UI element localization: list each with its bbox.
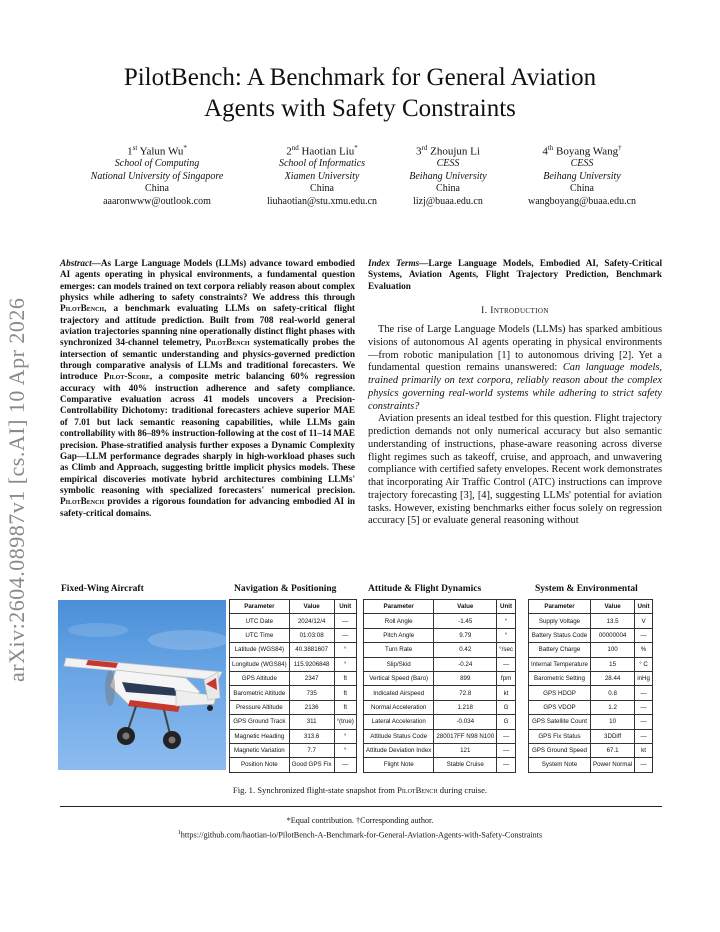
abstract: Abstract—As Large Language Models (LLMs) advance toward embodied AI agents operating in physical environments, a fundamental question emerges: can models trained on text corpora reliably reason about complex physics while adhering to safety constraints? We address this through PilotBench, a benchmark evaluating LLMs on safety-critical flight trajectory and attitude prediction. Built from 708 real-world general aviation trajectories spanning nine operationally distinct flight phases with synchronized 34-channel telemetry, PilotBench systematically probes the intersection of semantic understanding and physics-governed prediction through comparative analysis of LLMs and traditional forecasters. We introduce Pilot-Score, a composite metric balancing 60% regression accuracy with 40% instruction adherence and safety compliance. Comparative evaluation across 41 models uncovers a Precision-Controllability Dichotomy: traditional forecasters achieve superior MAE of 7.01 but lack semantic reasoning capabilities, while LLMs gain controllability with 86–89% instruction-following at the cost of 11–14 MAE precision. Phase-stratified analysis further exposes a Dynamic Complexity Gap—LLM performance degrades sharply in high-workload phases such as Climb and Approach, suggesting brittle implicit physics models. These empirical discoveries motivate hybrid architectures combining LLMs' symbolic reasoning with specialized forecasters' numerical precision. PilotBench provides a rigorous foundation for advancing embodied AI in safety-critical domains. — [60, 258, 355, 518]
unit-cell: — — [635, 700, 653, 714]
table-row — [529, 743, 653, 757]
author-4: 4th Boyang Wang† CESS Beihang University China wangboyang@buaa.edu.cn — [508, 142, 656, 209]
column-header: Parameter — [529, 600, 591, 614]
table-row — [529, 657, 653, 671]
unit-cell: — — [334, 758, 356, 772]
unit-cell: kt — [635, 743, 653, 757]
unit-cell: ° — [334, 729, 356, 743]
table-row — [364, 715, 516, 729]
parameter-cell: Magnetic Heading — [230, 729, 290, 743]
parameter-cell: GPS Ground Track — [230, 715, 290, 729]
value-cell: -0.034 — [434, 715, 497, 729]
unit-cell: — — [497, 729, 516, 743]
value-cell: Good GPS Fix — [289, 758, 334, 772]
panel-title-sys: System & Environmental — [535, 584, 638, 594]
author-email[interactable]: wangboyang@buaa.edu.cn — [527, 196, 637, 208]
value-cell: 3DDiff — [590, 729, 634, 743]
value-cell: 9.79 — [434, 628, 497, 642]
system-table — [528, 599, 653, 773]
value-cell: 72.8 — [434, 686, 497, 700]
footnote-link: $^1$https://github.com/haotian-io/PilotBench-A-Benchmark-for-General-Aviation-Agents-with-Safety-Constraints — [177, 830, 543, 840]
value-cell: 2136 — [289, 700, 334, 714]
sys-header-row — [529, 600, 653, 614]
footnote-equal-contribution: *Equal contribution. †Corresponding author. — [286, 816, 434, 825]
unit-cell: — — [497, 743, 516, 757]
parameter-cell: Pitch Angle — [364, 628, 434, 642]
column-header: Value — [289, 600, 334, 614]
parameter-cell: Pressure Altitude — [230, 700, 290, 714]
value-cell: 7.7 — [289, 743, 334, 757]
parameter-cell: Indicated Airspeed — [364, 686, 434, 700]
github-link[interactable]: https://github.com/haotian-io/PilotBench-A-Benchmark-for-General-Aviation-Agents-with-Safety-Constraints — [180, 830, 543, 840]
parameter-cell: Vertical Speed (Baro) — [364, 671, 434, 685]
column-header: Value — [590, 600, 634, 614]
unit-cell: ft — [334, 671, 356, 685]
author-name: Zhoujun Li — [430, 145, 480, 158]
table-row — [364, 729, 516, 743]
unit-cell: ° — [334, 643, 356, 657]
unit-cell: V — [635, 614, 653, 628]
table-row — [230, 758, 357, 772]
table-row — [364, 700, 516, 714]
table-row — [230, 614, 357, 628]
table-row — [230, 671, 357, 685]
parameter-cell: Roll Angle — [364, 614, 434, 628]
unit-cell: ° C — [635, 657, 653, 671]
left-column — [60, 258, 355, 519]
parameter-cell: Supply Voltage — [529, 614, 591, 628]
unit-cell: ft — [334, 686, 356, 700]
parameter-cell: Magnetic Variation — [230, 743, 290, 757]
author-block — [60, 142, 660, 222]
table-row — [364, 628, 516, 642]
value-cell: 1.2 — [590, 700, 634, 714]
parameter-cell: Lateral Acceleration — [364, 715, 434, 729]
parameter-cell: Battery Status Code — [529, 628, 591, 642]
table-row — [529, 671, 653, 685]
nav-header-row — [230, 600, 357, 614]
table-row — [364, 671, 516, 685]
author-3: 3rd Zhoujun Li CESS Beihang University China lizj@buaa.edu.cn — [398, 142, 498, 209]
panel-title-aircraft: Fixed-Wing Aircraft — [61, 584, 144, 594]
author-name: Haotian Liu — [301, 145, 355, 158]
parameter-cell: Slip/Skid — [364, 657, 434, 671]
title-line-1: PilotBench: A Benchmark for General Aviation — [123, 64, 597, 91]
value-cell: 100 — [590, 643, 634, 657]
unit-cell: G — [497, 715, 516, 729]
value-cell: Power Normal — [590, 758, 634, 772]
parameter-cell: Normal Acceleration — [364, 700, 434, 714]
figure-1 — [58, 584, 664, 774]
panel-title-nav: Navigation & Positioning — [234, 584, 337, 594]
table-row — [230, 715, 357, 729]
value-cell: 2347 — [289, 671, 334, 685]
value-cell: -1.45 — [434, 614, 497, 628]
parameter-cell: GPS Altitude — [230, 671, 290, 685]
unit-cell: ° — [334, 743, 356, 757]
right-column — [368, 258, 662, 528]
table-row — [364, 643, 516, 657]
aircraft-photo — [58, 600, 226, 770]
unit-cell: °/sec — [497, 643, 516, 657]
table-row — [364, 614, 516, 628]
parameter-cell: Turn Rate — [364, 643, 434, 657]
column-header: Value — [434, 600, 497, 614]
parameter-cell: UTC Time — [230, 628, 290, 642]
unit-cell: G — [497, 700, 516, 714]
table-row — [230, 743, 357, 757]
parameter-cell: GPS HDOP — [529, 686, 591, 700]
unit-cell: — — [334, 628, 356, 642]
table-row — [529, 628, 653, 642]
author-email[interactable]: liuhaotian@stu.xmu.edu.cn — [266, 196, 378, 208]
parameter-cell: GPS Satellite Count — [529, 715, 591, 729]
unit-cell: — — [635, 758, 653, 772]
unit-cell: — — [497, 657, 516, 671]
author-email[interactable]: aaaronwww@outlook.com — [103, 196, 211, 208]
parameter-cell: Attitude Deviation Index — [364, 743, 434, 757]
value-cell: 280017FF N98 N100 — [434, 729, 497, 743]
att-header-row — [364, 600, 516, 614]
footnote-rule — [60, 806, 662, 807]
table-row — [230, 657, 357, 671]
value-cell: 2024/12/4 — [289, 614, 334, 628]
parameter-cell: Position Note — [230, 758, 290, 772]
parameter-cell: GPS Fix Status — [529, 729, 591, 743]
attitude-table — [363, 599, 516, 773]
airplane-image — [58, 600, 226, 770]
parameter-cell: Internal Temperature — [529, 657, 591, 671]
value-cell: 0.8 — [590, 686, 634, 700]
parameter-cell: GPS VDOP — [529, 700, 591, 714]
value-cell: -0.24 — [434, 657, 497, 671]
table-row — [529, 715, 653, 729]
title-line-2: Agents with Safety Constraints — [204, 95, 516, 122]
value-cell: 735 — [289, 686, 334, 700]
table-row — [529, 614, 653, 628]
author-name: Yalun Wu — [139, 145, 184, 158]
column-header: Unit — [334, 600, 356, 614]
parameter-cell: UTC Date — [230, 614, 290, 628]
column-header: Unit — [497, 600, 516, 614]
panel-title-att: Attitude & Flight Dynamics — [368, 584, 482, 594]
unit-cell: — — [635, 628, 653, 642]
table-row — [529, 729, 653, 743]
table-row — [230, 729, 357, 743]
value-cell: 1.218 — [434, 700, 497, 714]
unit-cell: fpm — [497, 671, 516, 685]
unit-cell: ° — [497, 628, 516, 642]
table-row — [364, 743, 516, 757]
unit-cell: ° — [334, 657, 356, 671]
parameter-cell: Longitude (WGS84) — [230, 657, 290, 671]
value-cell: 13.5 — [590, 614, 634, 628]
table-row — [230, 700, 357, 714]
author-2: 2nd Haotian Liu* School of Informatics Xiamen University China liuhaotian@stu.xmu.edu.cn — [252, 142, 392, 209]
author-1: 1st Yalun Wu* School of Computing National University of Singapore China aaaronwww@outlook.com — [72, 142, 242, 209]
column-header: Unit — [635, 600, 653, 614]
value-cell: 28.44 — [590, 671, 634, 685]
value-cell: Stable Cruise — [434, 758, 497, 772]
value-cell: 10 — [590, 715, 634, 729]
unit-cell: ° — [497, 614, 516, 628]
author-name: Boyang Wang — [556, 145, 619, 158]
intro-paragraph-1: The rise of Large Language Models (LLMs) has sparked ambitious visions of autonomous AI agents operating in physical environments—from robotic manipulation [1] to autonomous driving [2]. Yet a fundamental question remains unanswered: Can language models, trained primarily on text corpora, reliably reason about the complex physics governing real-world systems while adhering to strict safety constraints? — [368, 324, 662, 412]
unit-cell: % — [635, 643, 653, 657]
parameter-cell: Flight Note — [364, 758, 434, 772]
column-header: Parameter — [230, 600, 290, 614]
value-cell: 00000004 — [590, 628, 634, 642]
value-cell: 0.42 — [434, 643, 497, 657]
value-cell: 67.1 — [590, 743, 634, 757]
parameter-cell: Attitude Status Code — [364, 729, 434, 743]
arxiv-stamp[interactable]: arXiv:2604.08987v1 [cs.AI] 10 Apr 2026 — [4, 297, 29, 682]
value-cell: 40.3881607 — [289, 643, 334, 657]
value-cell: 01:03:08 — [289, 628, 334, 642]
table-row — [529, 643, 653, 657]
figure-caption: Fig. 1. Synchronized flight-state snapshot from PilotBench during cruise. — [232, 785, 488, 795]
parameter-cell: Barometric Altitude — [230, 686, 290, 700]
intro-paragraph-2: Aviation presents an ideal testbed for this question. Flight trajectory prediction demands not only numerical accuracy but also semantic understanding of instructions, phase-aware reasoning across diverse flight regimes such as takeoff, cruise, and approach, and unwavering compliance with certified safety envelopes. Recent work demonstrates that incorporating Air Traffic Control (ATC) instructions can improve trajectory forecasting [3], [4], suggesting LLMs' potential for aviation tasks. However, existing benchmarks either focus solely on regression accuracy [5] or evaluate general reasoning without — [368, 413, 662, 527]
section-heading: I. Introduction — [481, 306, 549, 317]
unit-cell: — — [334, 614, 356, 628]
table-row — [364, 758, 516, 772]
unit-cell: ft — [334, 700, 356, 714]
unit-cell: — — [635, 715, 653, 729]
unit-cell: — — [635, 729, 653, 743]
unit-cell: inHg — [635, 671, 653, 685]
navigation-table — [229, 599, 357, 773]
unit-cell: kt — [497, 686, 516, 700]
value-cell: 313.6 — [289, 729, 334, 743]
author-email[interactable]: lizj@buaa.edu.cn — [413, 196, 483, 208]
unit-cell: °(true) — [334, 715, 356, 729]
value-cell: 15 — [590, 657, 634, 671]
value-cell: 311 — [289, 715, 334, 729]
index-terms: Index Terms—Large Language Models, Embodied AI, Safety-Critical Systems, Aviation Agents, Flight Trajectory Prediction, Benchmark Evaluation — [368, 258, 663, 291]
parameter-cell: System Note — [529, 758, 591, 772]
parameter-cell: Barometric Setting — [529, 671, 591, 685]
unit-cell: — — [635, 686, 653, 700]
table-row — [529, 686, 653, 700]
unit-cell: — — [497, 758, 516, 772]
parameter-cell: Latitude (WGS84) — [230, 643, 290, 657]
value-cell: 115.9206848 — [289, 657, 334, 671]
parameter-cell: GPS Ground Speed — [529, 743, 591, 757]
value-cell: 121 — [434, 743, 497, 757]
parameter-cell: Battery Charge — [529, 643, 591, 657]
table-row — [230, 628, 357, 642]
table-row — [529, 700, 653, 714]
table-row — [529, 758, 653, 772]
value-cell: 899 — [434, 671, 497, 685]
table-row — [364, 686, 516, 700]
paper-title — [60, 62, 660, 124]
table-row — [230, 686, 357, 700]
table-row — [364, 657, 516, 671]
column-header: Parameter — [364, 600, 434, 614]
table-row — [230, 643, 357, 657]
